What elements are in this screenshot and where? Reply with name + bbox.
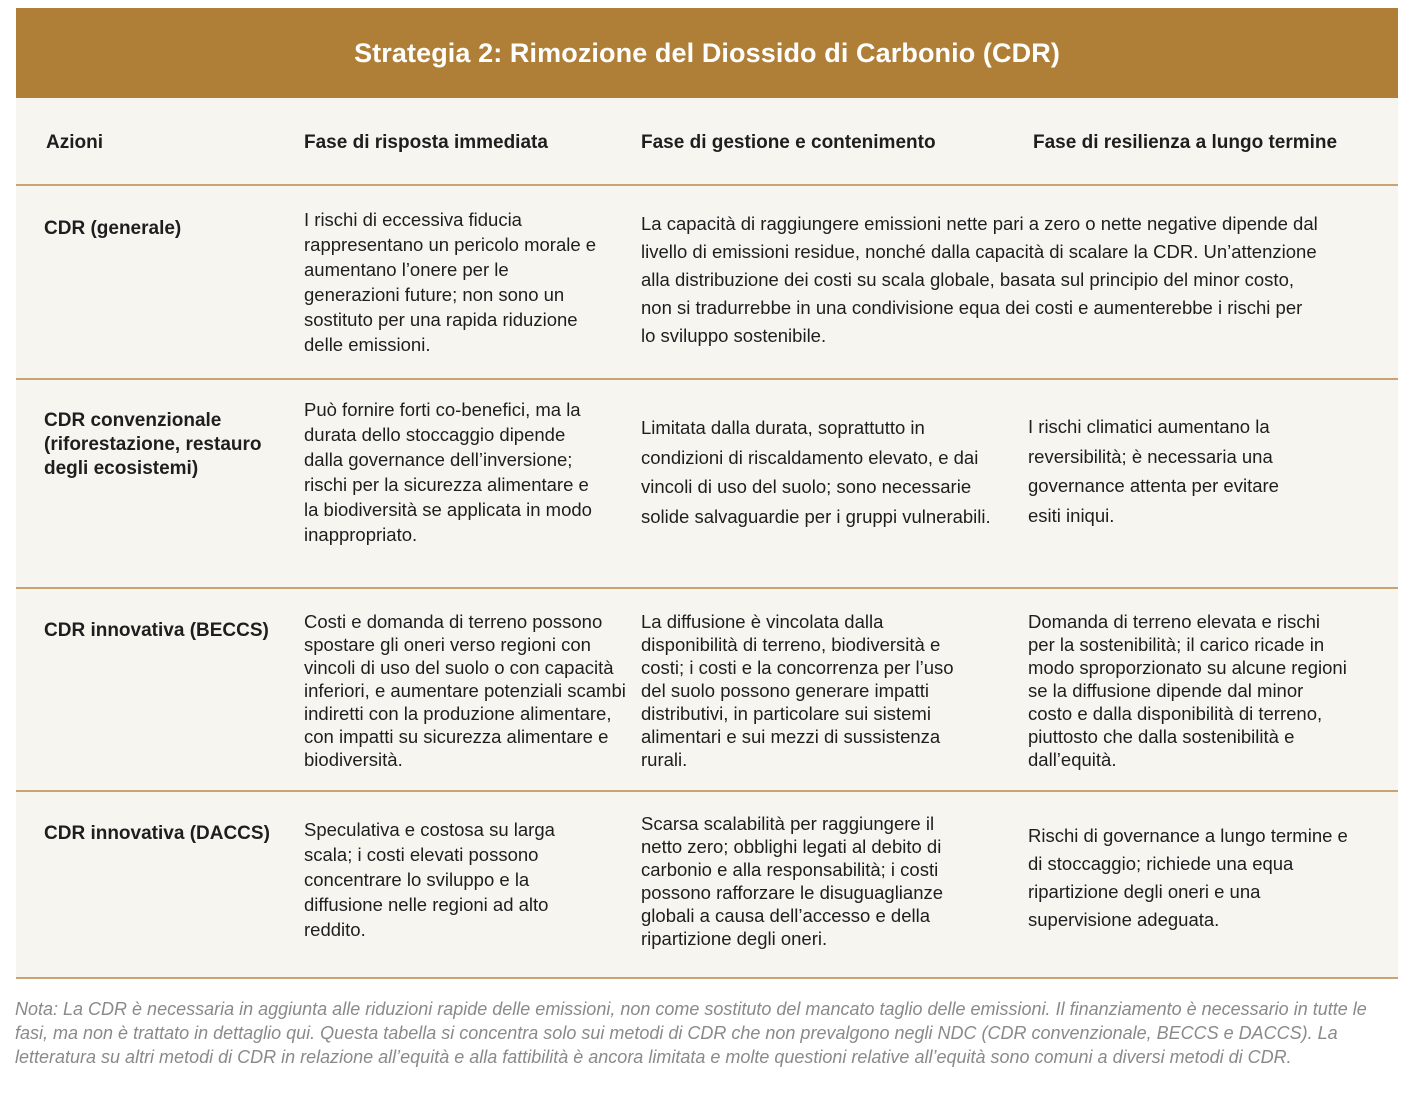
cell-immediate: I rischi di eccessiva fiducia rappresentano un pericolo morale e aumentano l’onere per le generazioni future; non sono un sostituto per una rapida riduzione delle emissioni. — [304, 209, 597, 355]
title-bar — [16, 8, 1398, 98]
row-label-cdr-generale: CDR (generale) — [44, 218, 182, 239]
cell-management: Limitata dalla durata, soprattutto in condizioni di riscaldamento elevato, e dai vincoli di uso del suolo; sono necessarie solide salvaguardie per i gruppi vulnerabili. — [641, 417, 991, 527]
cell-management: Scarsa scalabilità per raggiungere il netto zero; obblighi legati al debito di carbonio e alla responsabilità; i costi possono rafforzare le disuguaglianze globali a causa dell’accesso e della ripartizione degli oneri. — [641, 813, 944, 949]
row-label-cdr-convenzionale: CDR convenzionale (riforestazione, restauro degli ecosistemi) — [44, 410, 262, 479]
row-divider — [16, 378, 1398, 380]
cell-immediate: Costi e domanda di terreno possono spostare gli oneri verso regioni con vincoli di uso del suolo o con capacità inferiori, e aumentare potenziali scambi indiretti con la produzione alimentare, con impatti su sicurezza alimentare e biodiversità. — [304, 611, 626, 770]
cell-resilience: I rischi climatici aumentano la reversibilità; è necessaria una governance attenta per evitare esiti iniqui. — [1028, 416, 1279, 526]
table-bottom-rule — [16, 977, 1398, 979]
cell-resilience: Domanda di terreno elevata e rischi per la sostenibilità; il carico ricade in modo sproporzionato su alcune regioni se la diffusione dipende dal minor costo e dalla disponibilità di terreno, piuttosto che dalla sostenibilità e dall’equità. — [1028, 611, 1347, 770]
row-divider — [16, 790, 1398, 792]
header-immediate: Fase di risposta immediata — [304, 132, 548, 153]
cell-resilience: Rischi di governance a lungo termine e di stoccaggio; richiede una equa ripartizione degli oneri e una supervisione adeguata. — [1028, 825, 1348, 930]
cell-immediate: Può fornire forti co-benefici, ma la durata dello stoccaggio dipende dalla governance dell’inversione; rischi per la sicurezza alimentare e la biodiversità se applicata in modo inappropriato. — [304, 399, 592, 545]
cell-immediate: Speculativa e costosa su larga scala; i costi elevati possono concentrare lo sviluppo e la diffusione nelle regioni ad alto reddito. — [304, 819, 555, 940]
cell-management: La diffusione è vincolata dalla disponibilità di terreno, biodiversità e costi; i costi e la concorrenza per l’uso del suolo possono generare impatti distributivi, in particolare sui sistemi alimentari e sui mezzi di sussistenza rurali. — [641, 611, 954, 770]
row-divider — [16, 587, 1398, 589]
cell-merged: La capacità di raggiungere emissioni nette pari a zero o nette negative dipende dal livello di emissioni residue, nonché dalla capacità di scalare la CDR. Un’attenzione alla distribuzione dei costi su scala globale, basata sul principio del minor costo, non si tradurrebbe in una condivisione equa dei costi e aumenterebbe i rischi per lo sviluppo sostenibile. — [641, 213, 1318, 346]
header-management: Fase di gestione e contenimento — [641, 132, 936, 153]
header-azioni: Azioni — [46, 132, 103, 153]
row-label-cdr-daccs: CDR innovativa (DACCS) — [44, 823, 270, 844]
table-title: Strategia 2: Rimozione del Diossido di Carbonio (CDR) — [354, 37, 1060, 68]
row-label-cdr-beccs: CDR innovativa (BECCS) — [44, 620, 269, 641]
footnote: Nota: La CDR è necessaria in aggiunta alle riduzioni rapide delle emissioni, non come sostituto del mancato taglio delle emissioni. Il finanziamento è necessario in tutte le fasi, ma non è trattato in dettaglio qui. Questa tabella si concentra solo sui metodi di CDR che non prevalgono negli NDC (CDR convenzionale, BECCS e DACCS). La letteratura su altri metodi di CDR in relazione all’equità e alla fattibilità è ancora limitata e molte questioni relative all’equità sono comuni a diversi metodi di CDR. — [15, 999, 1367, 1067]
header-resilience: Fase di resilienza a lungo termine — [1033, 132, 1338, 153]
row-divider — [16, 184, 1398, 186]
